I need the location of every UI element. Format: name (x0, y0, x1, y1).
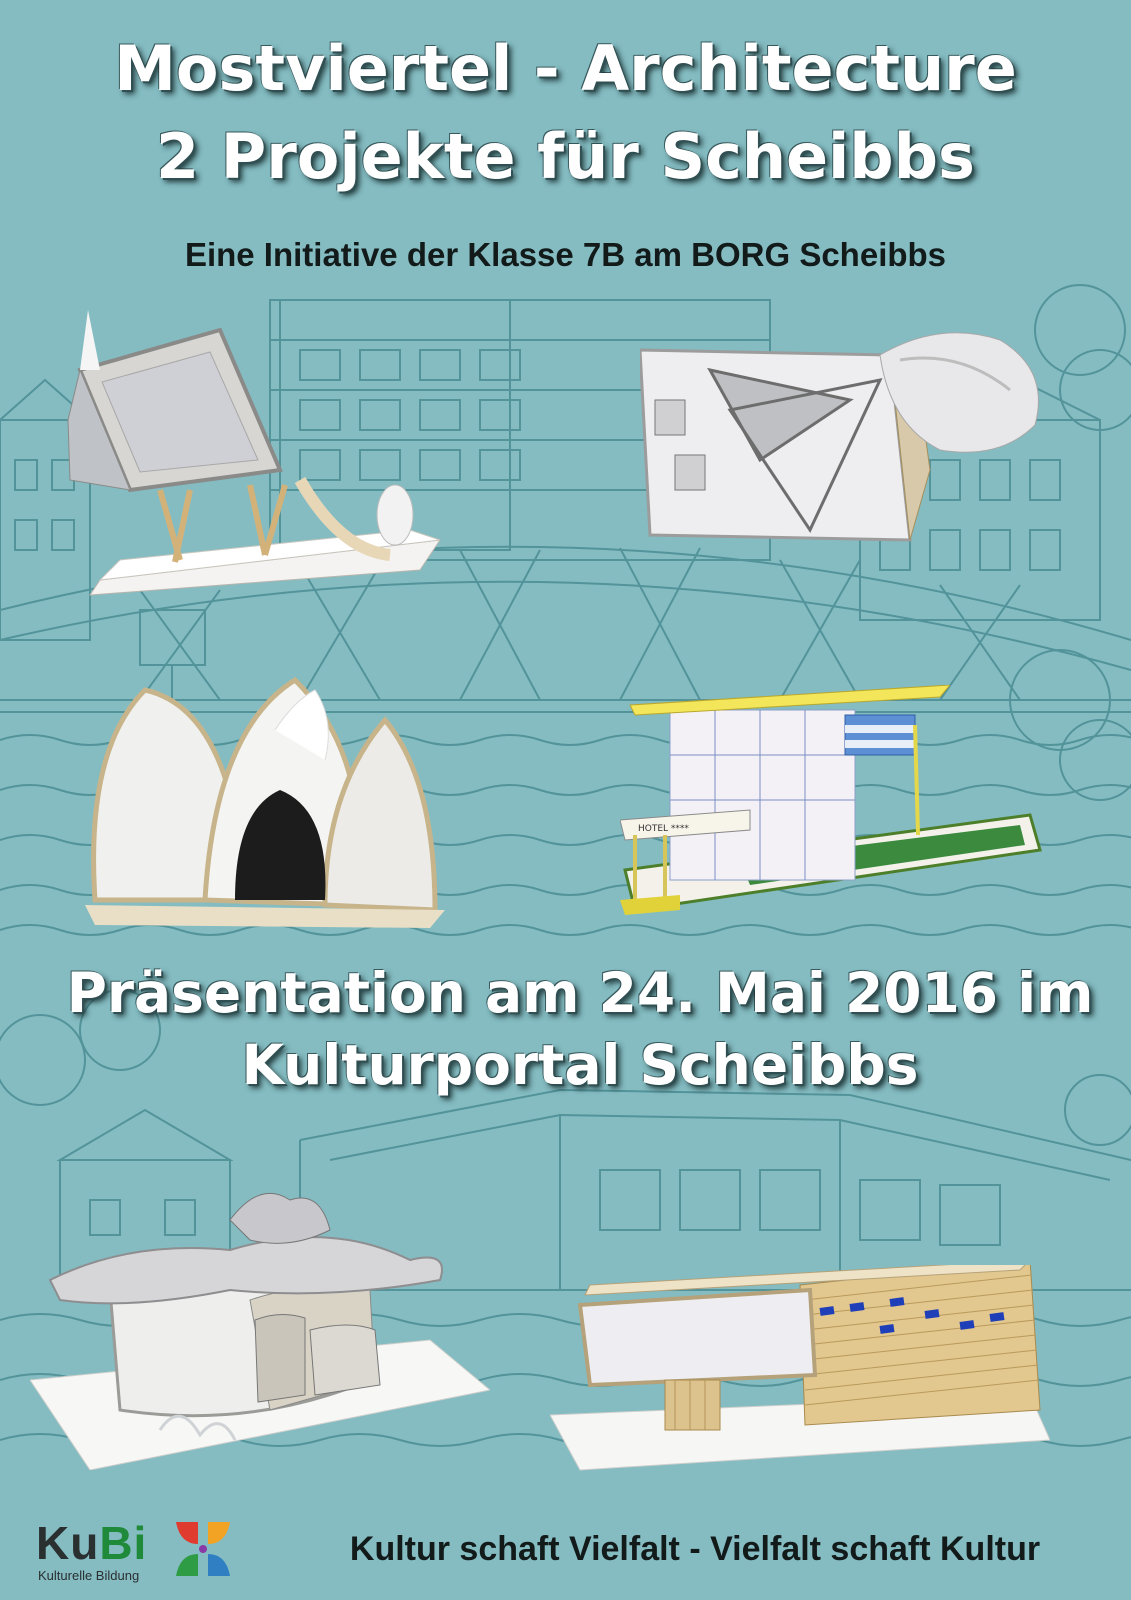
presentation-venue-line: Kulturportal Scheibbs (241, 1033, 919, 1097)
hotel-model-icon (620, 685, 1050, 920)
crumpled-roof-model-icon (30, 1180, 490, 1470)
petal-shell-model-icon (85, 670, 450, 930)
tilted-frame-model-icon (60, 300, 450, 600)
kubi-wordmark-bi: Bi (99, 1517, 148, 1569)
svg-text:HOTEL ****: HOTEL **** (638, 824, 689, 834)
poster-subtitle: Eine Initiative der Klasse 7B am BORG Scheibbs (184, 236, 947, 273)
poster-title-line-2: 2 Projekte für Scheibbs (156, 120, 975, 193)
kubi-wordmark-ku: Ku (36, 1517, 100, 1569)
presentation-date-line: Präsentation am 24. Mai 2016 im (66, 961, 1094, 1025)
kubi-logo (32, 1516, 237, 1588)
angular-facade-model-icon (640, 330, 1050, 560)
poster-title-line-1: Mostviertel - Architecture (114, 32, 1017, 105)
kubi-tagline: Kulturelle Bildung (38, 1568, 140, 1583)
poster-slogan: Kultur schaft Vielfalt - Vielfalt schaft Kultur (349, 1530, 1041, 1568)
kubi-wordmark (36, 1516, 147, 1570)
kubi-leaf-mark-icon (172, 1518, 234, 1580)
corrugated-box-model-icon (550, 1265, 1050, 1475)
